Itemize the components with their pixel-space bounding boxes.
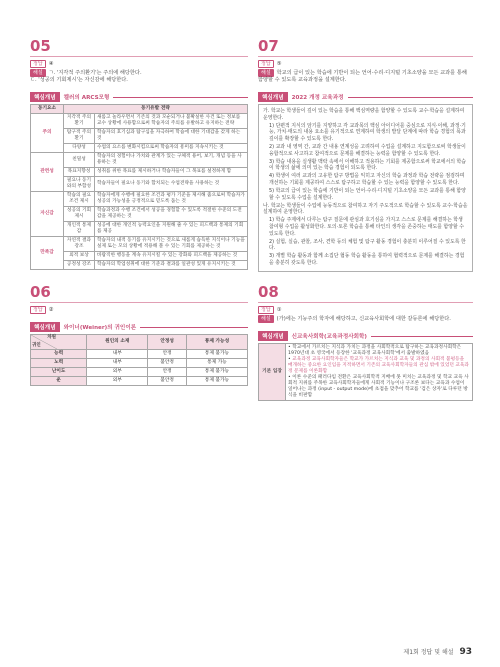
sub-cell: 필요나 동기와의 부합성 (64, 177, 95, 192)
divider (113, 97, 248, 98)
description-cell: 학습자의 호기심과 탐구심을 자극하여 학습에 대한 기대감을 갖게 하는 것 (95, 129, 248, 144)
table-cell: 통제 가능 (186, 359, 247, 368)
question-05 (30, 38, 248, 270)
answer-value: ④ (48, 61, 54, 67)
sub-cell: 다양성 (64, 144, 95, 153)
question-number: 08 (258, 283, 279, 302)
row-label: 능력 (31, 350, 87, 359)
table-row (31, 368, 248, 377)
core-concept-title: 2022 개정 교육과정 (291, 95, 344, 101)
sub-cell: 목표지향성 (64, 168, 95, 177)
category-cell: 만족감 (31, 237, 64, 270)
footer-section: 제1회 정답 및 해설 (403, 649, 454, 656)
answer-tag: 정답 (30, 60, 46, 68)
core-concept-label: 핵심개념 (258, 331, 288, 341)
curriculum-box (258, 104, 473, 272)
explanation-line-2: ㄷ. '성공의 기회제시'는 자신감에 해당한다. (30, 77, 128, 83)
row-label: 노력 (31, 359, 87, 368)
table-row (31, 359, 248, 368)
sub-cell: 공정성 강조 (64, 261, 95, 270)
divider (348, 97, 473, 98)
core-concept-header (30, 92, 248, 102)
sub-cell: 탐구적 주의환기 (64, 129, 95, 144)
core-concept-title: 켈러의 ARCS모형 (63, 95, 110, 101)
list-item: 3) 학습 내용을 실생활 맥락 속에서 이해하고 적용하는 기회를 제공함으로써 학교에서의 학습이 학생의 삶에 의미 있는 학습 경험이 되도록 한다. (269, 158, 466, 172)
table-row (31, 192, 248, 207)
core-concept-label: 핵심개념 (30, 322, 60, 332)
sub-cell: 친밀성 (64, 153, 95, 168)
explanation-text: 학교의 급이 있는 학습에 기반이 되는 언어·수리·디지털 기초소양을 모든 교과를 통해 함양할 수 있도록 교육과정을 설계한다. (258, 70, 467, 83)
question-07 (258, 38, 473, 272)
core-concept-header (258, 331, 473, 341)
diagonal-header (31, 335, 87, 350)
table-cell: 불안정 (148, 359, 187, 368)
list-item: • 이론 수준의 패러다임 전환은 교육사회학적 지배에 못 미치는 교육과정 및 학교 교육 사회적 지위를 주목한 교육사회학자들에게 사회적 기능이나 구조론 보다는 교육과 수업이 일어나는 과정 (input - output mode)에 초점을 맞추어 학교를 '검은 상자'로 다루던 방식을 비판함 (288, 375, 469, 399)
list-item: 5) 학교의 급이 있는 학습에 기반이 되는 언어·수리·디지털 기초소양을 모든 교과를 통해 함양할 수 있도록 수업을 설계한다. (269, 188, 466, 201)
answer-line (30, 306, 248, 314)
description-cell: 바람직한 행동을 계속 유지시킬 수 있는 강화와 피드백을 제공하는 것 (95, 252, 248, 261)
table-row (31, 114, 248, 129)
table-row (31, 222, 248, 237)
description-cell: 학습자들이 필요나 동기와 합치되는 수업전략을 사용하는 것 (95, 177, 248, 192)
row-label: 난이도 (31, 368, 87, 377)
table-cell: 내부 (87, 359, 148, 368)
sub-cell: 자연적 결과 강조 (64, 237, 95, 252)
answer-tag: 정답 (258, 60, 274, 68)
list-item: 1) 학습 주제에서 다루는 탐구 질문에 관심과 호기심을 가지고 스스로 문제를 해결하는 학생 참여형 수업을 활성화한다. 토의·토론 학습을 통해 타인의 생각을 존중하는 태도를 함양할 수 있도록 한다. (269, 217, 465, 237)
list-item: 1) 단편적 지식의 암기를 지양하고 각 교과목의 핵심 아이디어를 중심으로 지식·이해, 과정·기능, 가치·태도의 내용 요소를 유기적으로 연계하여 학생의 발달 단계에 따라 학습 경험의 폭과 깊이를 확장할 수 있도록 한다. (269, 122, 466, 142)
dimension-label: 차원 (47, 335, 56, 340)
question-08 (258, 284, 473, 401)
table-cell: 통제 불가능 (186, 350, 247, 359)
answer-value: ⑤ (276, 61, 282, 67)
answer-tag: 정답 (30, 306, 46, 314)
table-row (31, 153, 248, 168)
description-cell: 성공에 대한 개인적 능력요인을 지원해 줄 수 있는 피드백과 통제의 기회를 제공 (95, 222, 248, 237)
table-row (31, 177, 248, 192)
new-sociology-table (258, 343, 473, 401)
table-row (31, 252, 248, 261)
table-cell: 불안정 (148, 377, 187, 386)
divider (30, 302, 248, 303)
left-column (30, 38, 248, 386)
table-row (31, 237, 248, 252)
divider (258, 302, 473, 303)
question-number: 07 (258, 37, 279, 55)
explanation-line-1: ㄱ. '지각적 주의환기'는 주의에 해당한다. (48, 70, 142, 76)
page-footer (403, 647, 472, 657)
sub-cell: 개인적 통제감 (64, 222, 95, 237)
attribution-label: 귀인 (32, 343, 41, 348)
explanation-tag: 해설 (258, 315, 274, 323)
category-cell: 주의 (31, 114, 64, 153)
list-item: 4) 학생이 여러 교과의 고유한 탐구 방법을 익히고 자신의 학습 과정과 학습 전략을 점검하며 개선하는 기회를 제공하여 스스로 탐구하고 학습할 수 있는 능력을 함양할 수 있도록 한다. (269, 173, 465, 186)
description-cell: 새롭고 놀라우면서 기존의 것과 모순되거나 불확실한 사건 또는 정보를 교수 상황에 사용함으로써 학습자의 주의를 유발하고 유지하는 전략 (95, 114, 248, 129)
answer-line (258, 60, 473, 68)
table-header: 안정성 (148, 335, 187, 350)
list-item: 2) 실험, 실습, 관찰, 조사, 견학 등의 체험 및 탐구 활동 경험이 충분히 이루어질 수 있도록 한다. (269, 238, 466, 252)
box-intro: 가. 학교는 학생들이 깊이 있는 학습을 통해 핵심역량을 함양할 수 있도록 교수·학습을 설계하여 운영한다. (263, 108, 465, 121)
page-number: 93 (459, 647, 472, 657)
question-number: 06 (30, 283, 51, 301)
list-item: • 교육과정 교육사회학자들은 학교가 가르치는 지식과 교육 및 과정의 사회적 불평등을 매개하는 중요한 요인임을 지적하면서 기존의 교육사회학자들의 관심 밖에 있었던 교육과정 문제를 이론화함 (288, 357, 469, 375)
arcs-table (30, 104, 248, 270)
table-cell: 안정 (148, 368, 187, 377)
table-cell: 안정 (148, 350, 187, 359)
answer-line (30, 60, 248, 68)
list-item: 3) 개별 학습 활동과 함께 소집단 협동 학습 활동을 통하여 협력적으로 문제를 해결하는 경험을 충분히 갖도록 한다. (269, 253, 465, 266)
sub-cell: 지각적 주의환기 (64, 114, 95, 129)
category-cell: 관련성 (31, 153, 64, 192)
table-cell: 내부 (87, 350, 148, 359)
box-intro-2: 나. 학교는 학생들이 수업에 능동적으로 참여하고 자기 주도적으로 학습할 수 있도록 교수·학습을 설계하여 운영한다. (263, 202, 468, 216)
table-row (31, 261, 248, 270)
answer-value: ② (48, 307, 54, 313)
core-concept-header (258, 92, 473, 102)
table-row (259, 344, 473, 401)
table-row (31, 207, 248, 222)
question-06 (30, 284, 248, 386)
explanation (258, 315, 473, 323)
table-row (31, 350, 248, 359)
category-cell: 자신감 (31, 192, 64, 237)
explanation (30, 69, 248, 84)
description-cell: 성취를 위한 목표를 제시하거나 학습자들이 그 목표를 설정하게 함 (95, 168, 248, 177)
sub-cell: 성공의 기회 제시 (64, 207, 95, 222)
divider (371, 336, 473, 337)
table-row (31, 129, 248, 144)
explanation-tag: 해설 (258, 69, 274, 77)
answer-tag: 정답 (258, 306, 274, 314)
answer-line (258, 306, 473, 314)
bullets-cell (286, 344, 473, 401)
table-cell: 외부 (87, 377, 148, 386)
right-column (258, 38, 473, 401)
table-row (31, 168, 248, 177)
description-cell: 학습자의 학업성취에 대한 기준과 결과를 일관성 있게 유지시키는 것 (95, 261, 248, 270)
sub-cell: 외적 보상 (64, 252, 95, 261)
description-cell: 학습자의 내적 동기를 유지시키는 것으로 새롭게 습득한 지식이나 기능을 실제 또는 모의 상황에 적용해 볼 수 있는 기회를 제공하는 것 (95, 237, 248, 252)
explanation-text: (가)에는 기능주의 학자에 해당하고, 신교육사회학에 대한 갈등론에 해당한다. (276, 316, 451, 323)
description-cell: 학습자에게 수행에 필요한 조건과 평가 기준을 제시해 줌으로써 학습자가 성공의 가능성을 긍정적으로 믿도록 돕는 것 (95, 192, 248, 207)
list-item: 2) 교과 내 영역 간, 교과 간 내용 연계성을 고려하여 수업을 설계하고 지도함으로써 학생들이 융합적으로 사고하고 참여적으로 문제를 해결하는 능력을 함양할 수 있도록 한다. (269, 143, 466, 157)
description-cell: 학습과정과 수행 조건에서 성공을 경험할 수 있도록 적절한 수준의 도전감을 제공하는 것 (95, 207, 248, 222)
divider (30, 56, 248, 57)
description-cell: 수업의 요소를 변화시킴으로써 학습자의 흥미를 지속시키는 것 (95, 144, 248, 153)
core-concept-header (30, 322, 248, 332)
table-row (31, 377, 248, 386)
table-cell: 통제 불가능 (186, 368, 247, 377)
core-concept-label: 핵심개념 (258, 92, 288, 102)
question-number: 05 (30, 37, 51, 55)
divider (258, 56, 473, 57)
table-row (31, 144, 248, 153)
table-cell: 통제 불가능 (186, 377, 247, 386)
explanation-tag: 해설 (30, 69, 46, 77)
table-header: 동기요소 (31, 105, 64, 114)
explanation (258, 69, 473, 84)
weiner-table (30, 334, 248, 386)
description-cell: 학습자의 경험이나 가치와 관계가 있는 구체적 용어, 보기, 개념 등을 사용하는 것 (95, 153, 248, 168)
table-header: 통제 가능성 (186, 335, 247, 350)
answer-value: ① (276, 307, 282, 314)
list-item: • 학교에서 가르치는 지식과 가치는 과정을 사회학적으로 탐구하는 교육과정사회학은 1970년대 초 영국에서 등장한 '교육과정 교육사회학'에서 출발하였음 (288, 345, 462, 357)
table-cell: 외부 (87, 368, 148, 377)
core-concept-title: 신교육사회학(교육과정사회학) (291, 334, 367, 341)
side-label: 기본 입장 (259, 344, 286, 401)
sub-cell: 학습의 필요조건 제시 (64, 192, 95, 207)
table-header: 원인의 소재 (87, 335, 148, 350)
core-concept-label: 핵심개념 (30, 92, 60, 102)
row-label: 운 (31, 377, 87, 386)
table-header: 동기유발 전략 (64, 105, 248, 114)
core-concept-title: 와이너(Weiner)의 귀인이론 (63, 325, 137, 331)
divider (140, 327, 248, 328)
